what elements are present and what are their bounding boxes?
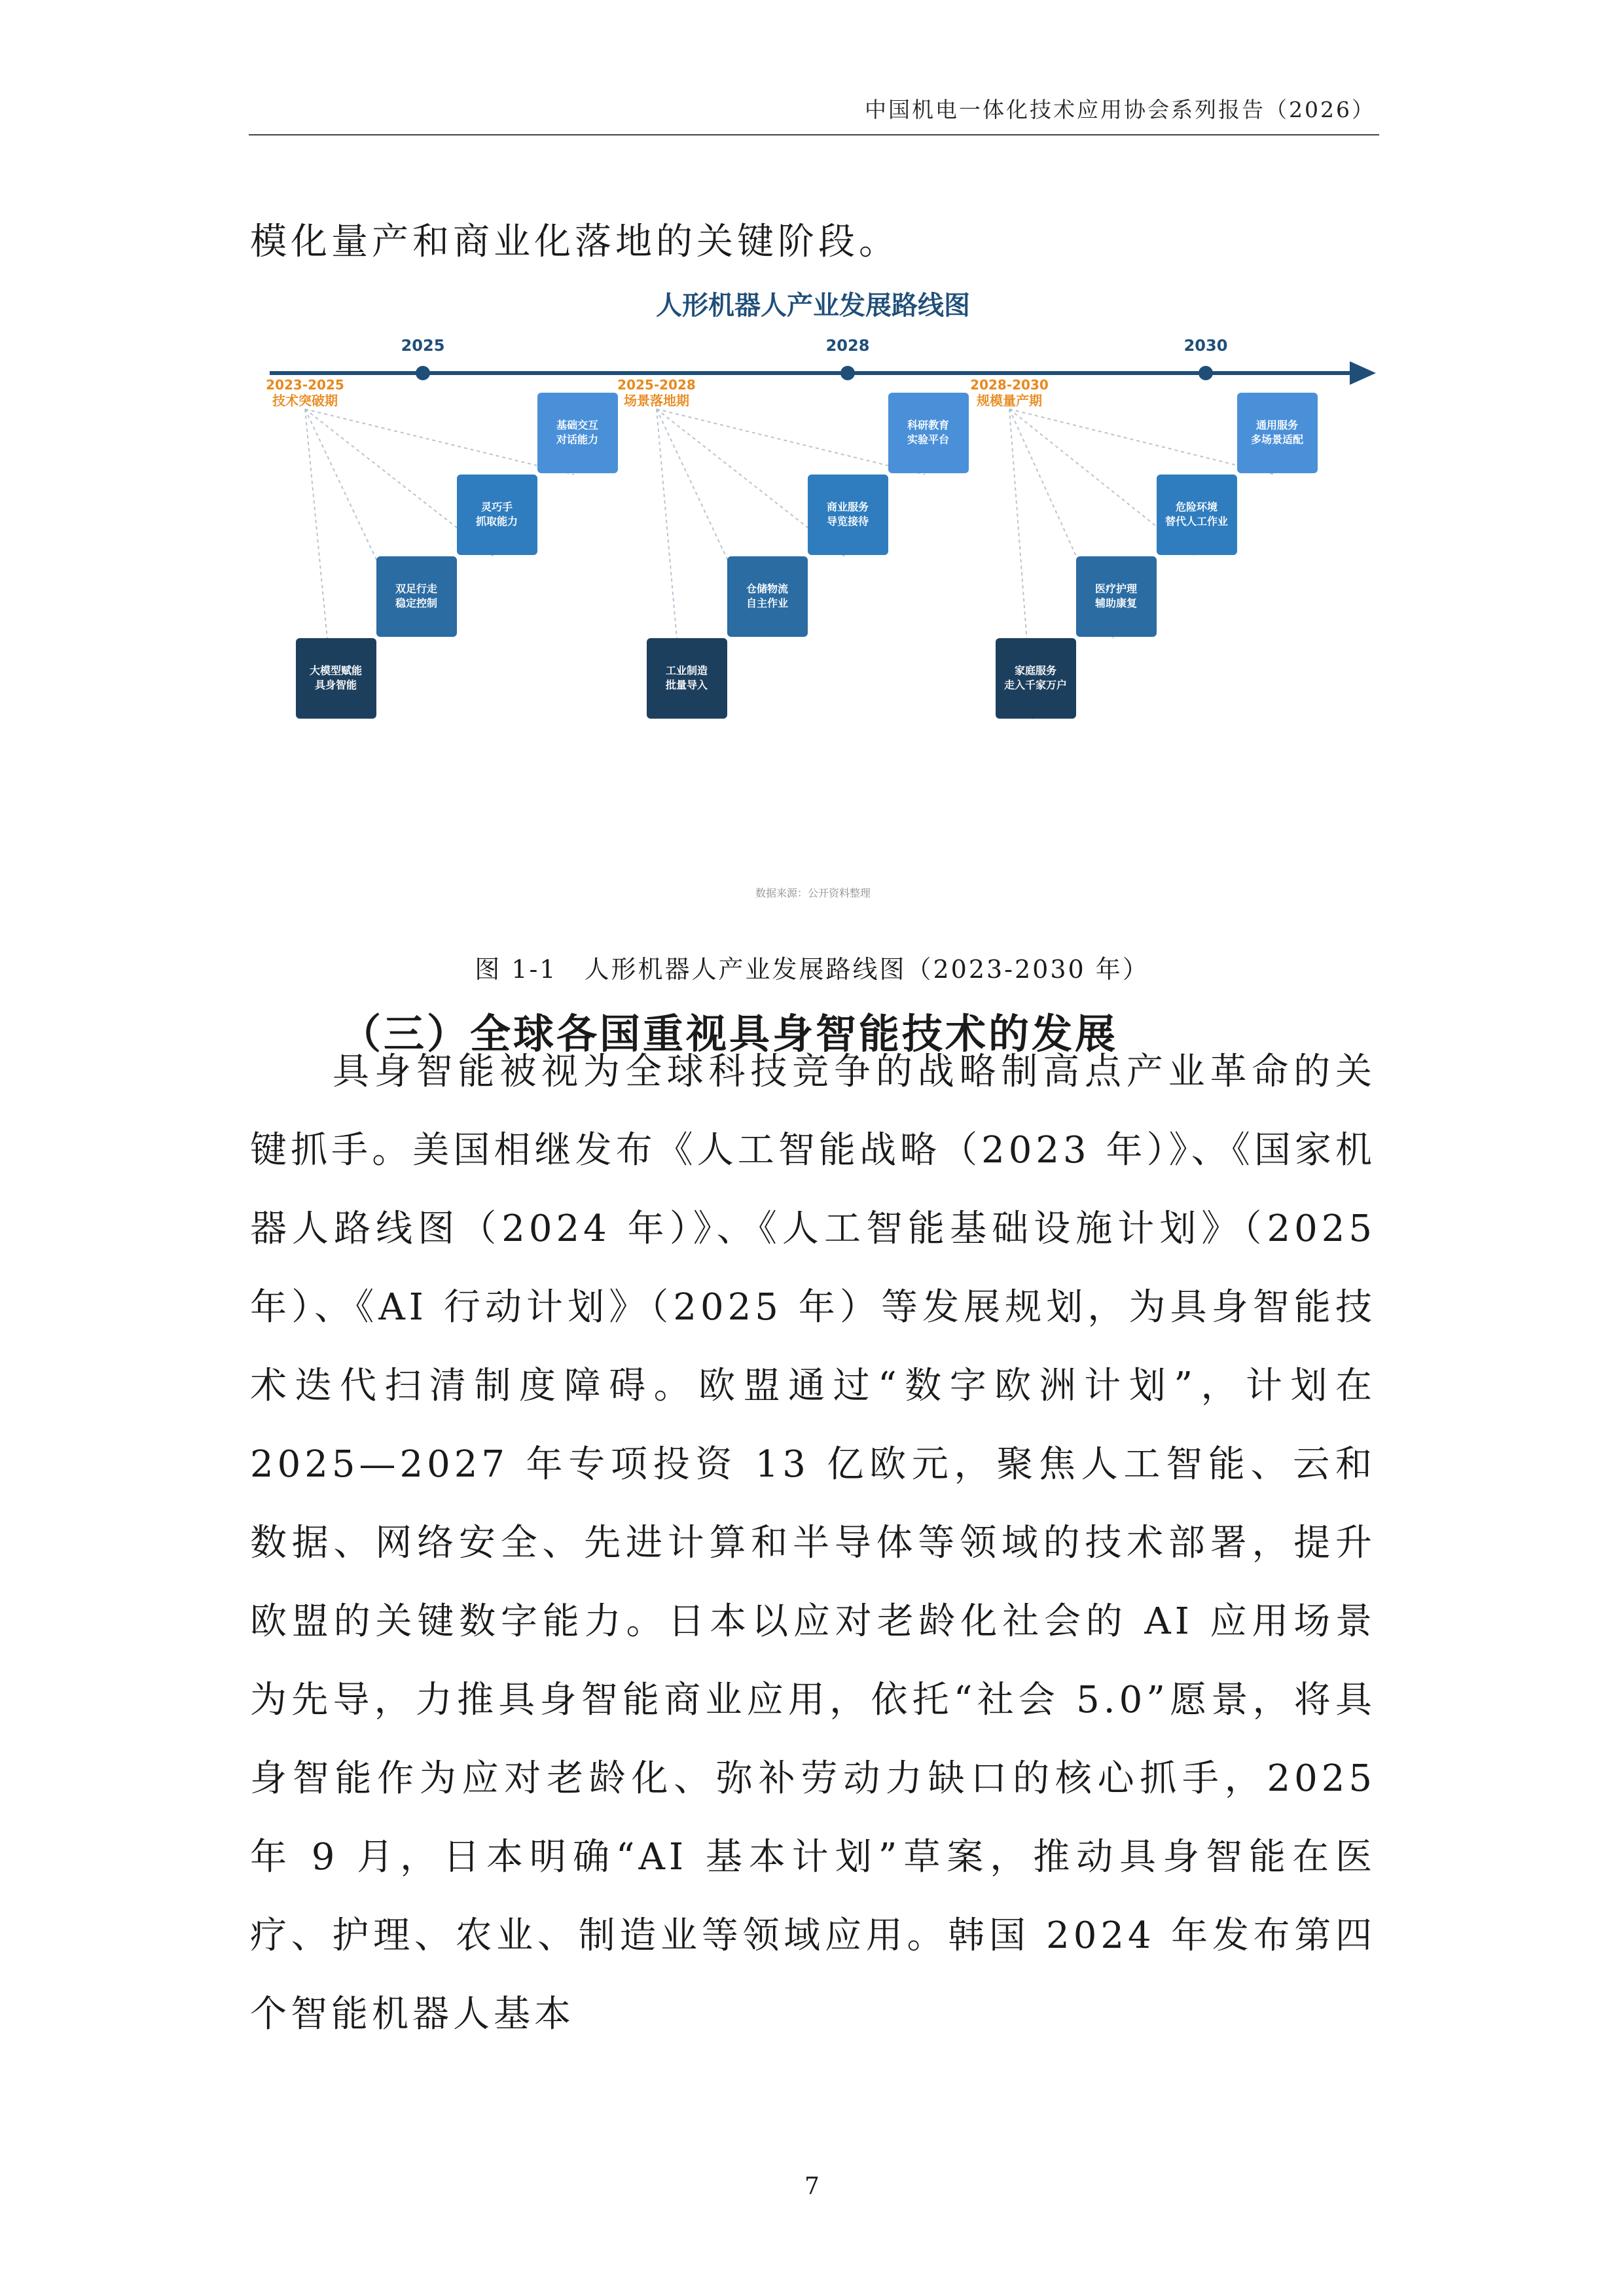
- phase-name: 规模量产期: [977, 393, 1042, 408]
- phase-name: 场景落地期: [624, 393, 689, 408]
- roadmap-box-12: [1237, 393, 1318, 473]
- box-line-2: 对话能力: [556, 433, 599, 446]
- phase-label-1: [266, 377, 344, 408]
- roadmap-box-1: [296, 638, 376, 719]
- phase-years: 2025-2028: [617, 377, 696, 393]
- phase-label-3: [970, 377, 1049, 408]
- box-line-1: 灵巧手: [480, 501, 513, 513]
- box-line-2: 批量导入: [665, 679, 708, 691]
- box-line-1: 通用服务: [1255, 419, 1299, 431]
- roadmap-box-4: [537, 393, 618, 473]
- roadmap-box-9: [996, 638, 1076, 719]
- phase-name: 技术突破期: [272, 393, 338, 408]
- roadmap-box-8: [888, 393, 969, 473]
- intro-line: 模化量产和商业化落地的关键阶段。: [250, 221, 899, 263]
- roadmap-figure: [250, 281, 1376, 923]
- phase-years: 2028-2030: [970, 377, 1049, 393]
- box-line-2: 自主作业: [746, 597, 789, 609]
- box-line-1: 家庭服务: [1014, 664, 1057, 677]
- roadmap-box-11: [1157, 475, 1237, 555]
- box-line-2: 多场景适配: [1250, 433, 1304, 446]
- box-line-2: 导览接待: [826, 515, 869, 528]
- page-number: 7: [804, 2173, 820, 2200]
- figure-source-note: 数据来源：公开资料整理: [755, 887, 871, 899]
- box-line-1: 医疗护理: [1094, 583, 1138, 595]
- box-line-1: 基础交互: [556, 419, 599, 431]
- box-line-1: 科研教育: [907, 419, 950, 431]
- roadmap-diagram: [250, 281, 1376, 923]
- box-line-1: 危险环境: [1175, 501, 1218, 513]
- box-line-2: 走入千家万户: [1003, 679, 1068, 691]
- milestone-label: 2028: [825, 336, 870, 355]
- box-line-2: 实验平台: [907, 433, 950, 446]
- box-line-1: 商业服务: [826, 501, 869, 513]
- section-heading: （三）全球各国重视具身智能技术的发展: [340, 1010, 1119, 1058]
- box-line-1: 双足行走: [395, 583, 438, 595]
- running-header: 中国机电一体化技术应用协会系列报告（2026）: [865, 97, 1375, 122]
- roadmap-box-6: [727, 556, 808, 637]
- box-line-2: 具身智能: [314, 679, 357, 691]
- box-line-2: 抓取能力: [475, 515, 518, 528]
- figure-caption: 图 1-1 人形机器人产业发展路线图（2023-2030 年）: [475, 955, 1149, 984]
- box-line-2: 替代人工作业: [1164, 515, 1229, 528]
- header-rule: [249, 134, 1379, 135]
- roadmap-box-2: [376, 556, 457, 637]
- roadmap-box-3: [457, 475, 537, 555]
- box-line-2: 辅助康复: [1094, 597, 1138, 609]
- body-paragraph: 具身智能被视为全球科技竞争的战略制高点产业革命的关键抓手。美国相继发布《人工智能战略（2023 年）》、《国家机器人路线图（2024 年）》、《人工智能基础设施计划》（2025 年）、《AI 行动计划》（2025 年）等发展规划，为具身智能技术迭代扫清制度障碍。欧盟通过“数字欧洲计划”，计划在 2025—2027 年专项投资 13 亿欧元，聚焦人工智能、云和数据、网络安全、先进计算和半导体等领域的技术部署，提升欧盟的关键数字能力。日本以应对老龄化社会的 AI 应用场景为先导，力推具身智能商业应用，依托“社会 5.0”愿景，将具身智能作为应对老龄化、弥补劳动力缺口的核心抓手，2025 年 9 月，日本明确“AI 基本计划”草案，推动具身智能在医疗、护理、农业、制造业等领域应用。韩国 2024 年发布第四个智能机器人基本: [250, 1050, 1376, 2036]
- box-line-1: 仓储物流: [746, 583, 789, 595]
- roadmap-box-10: [1076, 556, 1157, 637]
- box-line-1: 工业制造: [665, 664, 708, 677]
- figure-title: 人形机器人产业发展路线图: [656, 291, 970, 321]
- box-line-2: 稳定控制: [395, 597, 438, 609]
- roadmap-box-7: [808, 475, 888, 555]
- roadmap-box-5: [647, 638, 727, 719]
- box-line-1: 大模型赋能: [309, 664, 363, 677]
- milestone-label: 2030: [1183, 336, 1228, 355]
- phase-years: 2023-2025: [266, 377, 344, 393]
- milestone-label: 2025: [401, 336, 445, 355]
- phase-label-2: [617, 377, 696, 408]
